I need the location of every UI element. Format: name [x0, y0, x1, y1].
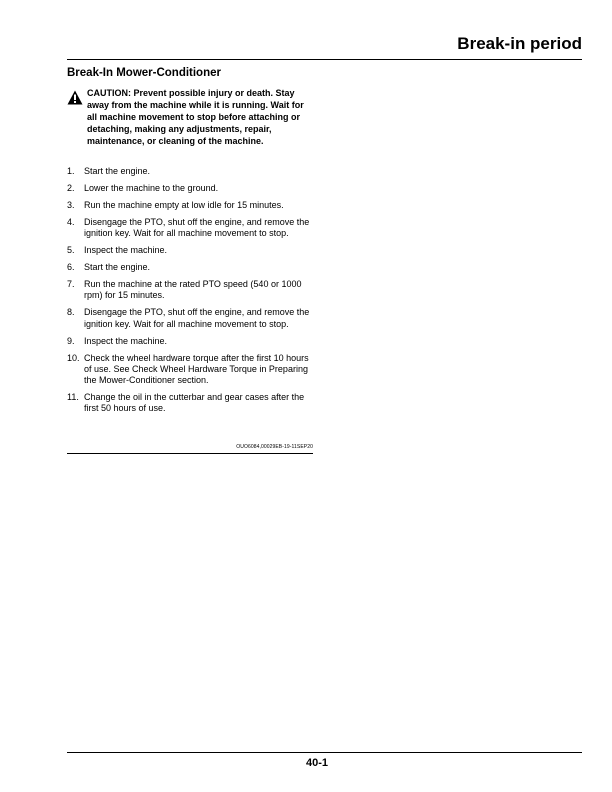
step-number: 10. — [67, 352, 80, 363]
page-title: Break-in period — [457, 34, 582, 53]
step-number: 4. — [67, 217, 75, 227]
section-end-divider — [67, 453, 313, 454]
page-number: 40-1 — [306, 757, 329, 769]
step-text: Check the wheel hardware torque after the first 10 hours of use. See Check Wheel Hardware Torque in Preparing the Mower-Conditioner section. — [84, 352, 309, 386]
step-number: 8. — [67, 307, 75, 318]
step-text: Inspect the machine. — [84, 245, 168, 256]
step-item — [67, 392, 315, 414]
step-item — [67, 279, 315, 301]
section-heading: Break-In Mower-Conditioner — [67, 67, 221, 79]
caution-block — [67, 87, 313, 147]
step-number: 7. — [67, 279, 75, 290]
step-item — [67, 183, 315, 194]
step-text: Run the machine empty at low idle for 15 minutes. — [84, 200, 284, 210]
step-number: 3. — [67, 200, 75, 210]
step-text: Change the oil in the cutterbar and gear cases after the first 50 hours of use. — [84, 392, 305, 414]
reference-code: OUO6084,00029EB-19-11SEP20 — [236, 444, 313, 450]
step-number: 11. — [67, 392, 79, 403]
step-item — [67, 217, 315, 239]
step-number: 6. — [67, 262, 75, 273]
break-in-steps-list — [67, 166, 315, 420]
step-text: Run the machine at the rated PTO speed (540 or 1000 rpm) for 15 minutes. — [84, 279, 302, 301]
step-item — [67, 307, 315, 329]
step-text: Start the engine. — [84, 166, 151, 176]
step-text: Inspect the machine. — [84, 335, 168, 346]
step-text: Disengage the PTO, shut off the engine, and remove the ignition key. Wait for all machine movement to stop. — [84, 217, 310, 239]
step-number: 9. — [67, 335, 75, 346]
header-divider — [67, 59, 582, 60]
step-item — [67, 336, 315, 347]
step-item — [67, 262, 315, 273]
step-item — [67, 166, 315, 177]
step-item — [67, 353, 315, 387]
step-number: 5. — [67, 245, 75, 256]
step-number: 1. — [67, 166, 75, 176]
step-number: 2. — [67, 183, 75, 193]
step-text: Start the engine. — [84, 262, 151, 273]
caution-text: CAUTION: Prevent possible injury or death. Stay away from the machine while it is running. Wait for all machine movement to stop before attaching or detaching, making any adjustments, repair, maintenance, or cleaning of the machine. — [87, 88, 304, 146]
footer-divider — [67, 752, 582, 753]
step-text: Disengage the PTO, shut off the engine, and remove the ignition key. Wait for all machine movement to stop. — [84, 307, 310, 329]
step-text: Lower the machine to the ground. — [84, 183, 219, 193]
step-item — [67, 200, 315, 211]
warning-triangle-icon — [67, 90, 83, 105]
step-item — [67, 245, 315, 256]
